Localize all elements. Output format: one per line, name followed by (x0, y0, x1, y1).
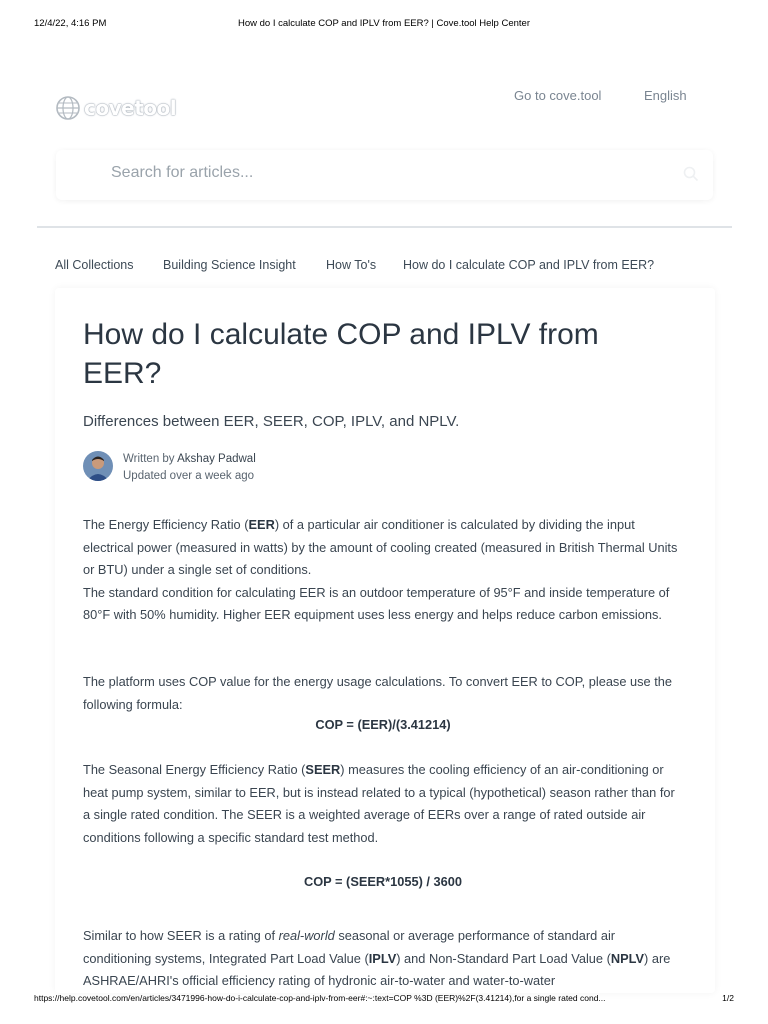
article-updated: Updated over a week ago (123, 470, 255, 482)
language-selector[interactable]: English (644, 88, 687, 103)
article-card (55, 288, 715, 993)
logo-globe-icon (55, 95, 81, 121)
breadcrumb-building-science-insight[interactable]: Building Science Insight (163, 258, 296, 272)
paragraph-seer-definition: The Seasonal Energy Efficiency Ratio (SEER) measures the cooling efficiency of an air-conditioning or heat pump system, similar to EER, but is instead related to a typical (hypothetical) season rather than for a single rated condition. The SEER is a weighted average of EERs over a range of rated outside air conditions following a specific standard test method. (83, 762, 675, 845)
search-bar[interactable] (56, 150, 713, 200)
go-to-covetool-link[interactable]: Go to cove.tool (514, 88, 602, 103)
search-icon[interactable] (683, 166, 699, 182)
paragraph-iplv-nplv: Similar to how SEER is a rating of real-world seasonal or average performance of standard air conditioning systems, Integrated Part Load Value (IPLV) and Non-Standard Part Load Value (NPLV) are ASHRAE/AHRI's official efficiency rating of hydronic air-to-water and water-to-water (83, 928, 671, 988)
author-name[interactable]: Akshay Padwal (177, 453, 256, 465)
article-subtitle: Differences between EER, SEER, COP, IPLV, and NPLV. (83, 413, 460, 430)
paragraph-cop-intro: The platform uses COP value for the energy usage calculations. To convert EER to COP, please use the following formula: (83, 674, 672, 712)
breadcrumb-all-collections[interactable]: All Collections (55, 258, 134, 272)
formula-cop-seer: COP = (SEER*1055) / 3600 (303, 874, 463, 889)
print-page-number: 1/2 (722, 993, 734, 1003)
avatar (83, 451, 113, 481)
print-header (0, 18, 768, 32)
print-page-title: How do I calculate COP and IPLV from EER? | Cove.tool Help Center (237, 18, 530, 29)
logo-wordmark: covetool (84, 96, 177, 120)
breadcrumb-current-article: How do I calculate COP and IPLV from EER? (403, 258, 655, 272)
header-divider (37, 226, 732, 228)
article-title: How do I calculate COP and IPLV from EER? (83, 318, 599, 390)
paragraph-eer-conditions: The standard condition for calculating EER is an outdoor temperature of 95°F and inside temperature of 80°F with 50% humidity. Higher EER equipment uses less energy and helps reduce carbon emissions. (83, 584, 670, 622)
print-date: 12/4/22, 4:16 PM (34, 18, 107, 29)
print-url: https://help.covetool.com/en/articles/3471996-how-do-i-calculate-cop-and-iplv-from-eer#:~:text=COP %3D (EER)%2F(3.41214),for a single rated cond... (34, 993, 606, 1003)
paragraph-eer-definition: The Energy Efficiency Ratio (EER) of a particular air conditioner is calculated by dividing the input electrical power (measured in watts) by the amount of cooling created (measured in British Thermal Units or BTU) under a single set of conditions. The standard condition for calculating EER is an outdoor temperature of 95°F and inside temperature of 80°F with 50% humidity. Higher EER equipment uses less energy and helps reduce carbon emissions. (83, 517, 678, 622)
breadcrumb (0, 258, 768, 274)
author-written-by: Written by Akshay Padwal (123, 453, 256, 465)
covetool-logo[interactable] (55, 92, 176, 124)
breadcrumb-how-tos[interactable]: How To's (326, 258, 377, 272)
search-input[interactable]: Search for articles... (111, 164, 254, 181)
print-footer (0, 993, 768, 1007)
author-avatar-icon (83, 451, 113, 481)
formula-cop-eer: COP = (EER)/(3.41214) (315, 717, 451, 732)
